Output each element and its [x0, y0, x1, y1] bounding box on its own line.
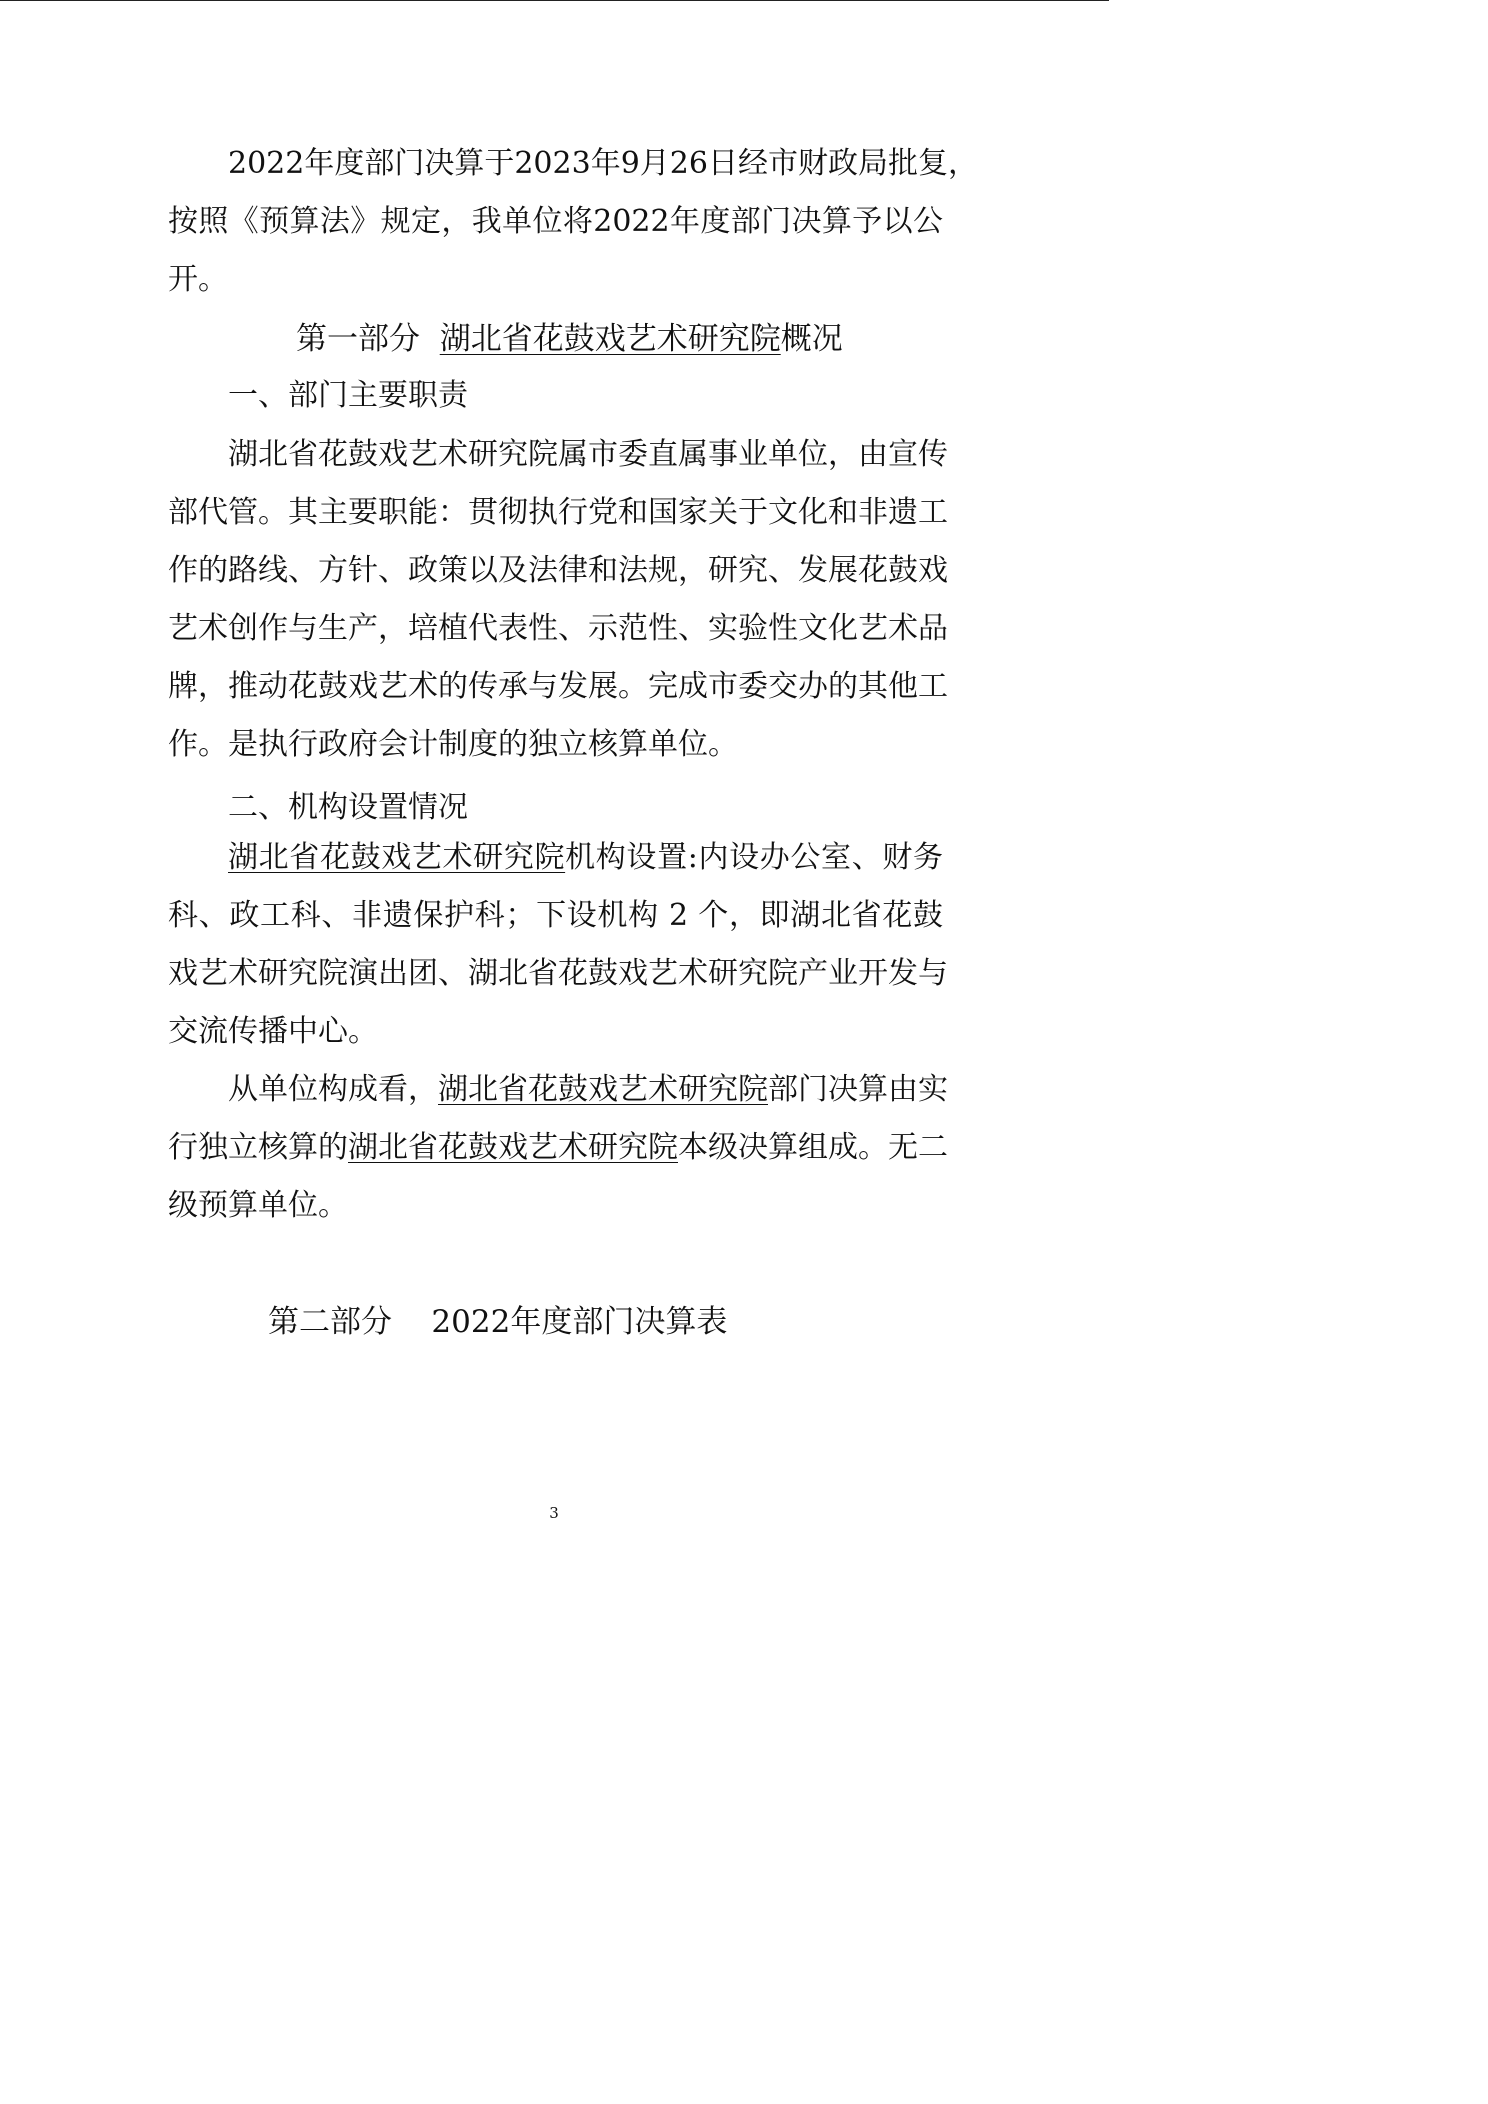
- composition-org-name-1: 湖北省花鼓戏艺术研究院: [438, 1072, 768, 1107]
- section1-line-6: 作。是执行政府会计制度的独立核算单位。: [168, 727, 738, 762]
- composition-line-2: [168, 1126, 948, 1170]
- composition-line-3: 级预算单位。: [168, 1188, 348, 1223]
- section2-org-rest: 机构设置:内设办公室、财务: [565, 840, 944, 875]
- part1-suffix: 概况: [780, 321, 843, 357]
- composition-lead-2: 行独立核算的: [168, 1130, 348, 1165]
- section1-title: 一、部门主要职责: [228, 378, 468, 413]
- intro-line-1: 2022年度部门决算于2023年9月26日经市财政局批复，: [228, 146, 978, 181]
- section2-org-name: 湖北省花鼓戏艺术研究院: [228, 840, 566, 875]
- section1-line-2: 部代管。其主要职能：贯彻执行党和国家关于文化和非遗工: [168, 495, 948, 530]
- part2-title: 2022年度部门决算表: [431, 1304, 728, 1340]
- composition-tail-2: 本级决算组成。无二: [678, 1130, 948, 1165]
- section2-line-2: 戏艺术研究院演出团、湖北省花鼓戏艺术研究院产业开发与: [168, 956, 948, 991]
- section1-line-3: 作的路线、方针、政策以及法律和法规，研究、发展花鼓戏: [168, 553, 948, 588]
- page-top-border: [0, 0, 1109, 1]
- composition-org-name-2: 湖北省花鼓戏艺术研究院: [348, 1130, 678, 1165]
- section1-line-4: 艺术创作与生产，培植代表性、示范性、实验性文化艺术品: [168, 611, 948, 646]
- part1-prefix: 第一部分: [296, 321, 420, 357]
- intro-line-2: 按照《预算法》规定，我单位将2022年度部门决算予以公: [168, 204, 943, 239]
- part2-heading: [268, 1299, 727, 1345]
- section1-line-1: 湖北省花鼓戏艺术研究院属市委直属事业单位，由宣传: [228, 437, 948, 472]
- composition-tail-1: 部门决算由实: [768, 1072, 948, 1107]
- composition-line-1: [228, 1068, 948, 1112]
- section2-org-line: [228, 836, 943, 880]
- composition-lead: 从单位构成看，: [228, 1072, 438, 1107]
- section2-line-1: 科、政工科、非遗保护科；下设机构 2 个，即湖北省花鼓: [168, 898, 943, 933]
- part1-heading: [296, 316, 843, 362]
- page-number: 3: [549, 1504, 559, 1522]
- section2-line-3: 交流传播中心。: [168, 1014, 378, 1049]
- part1-org-name: 湖北省花鼓戏艺术研究院: [439, 321, 781, 357]
- section1-line-5: 牌，推动花鼓戏艺术的传承与发展。完成市委交办的其他工: [168, 669, 948, 704]
- intro-line-3: 开。: [168, 262, 228, 297]
- section2-title: 二、机构设置情况: [228, 790, 468, 825]
- part2-prefix: 第二部分: [268, 1304, 392, 1340]
